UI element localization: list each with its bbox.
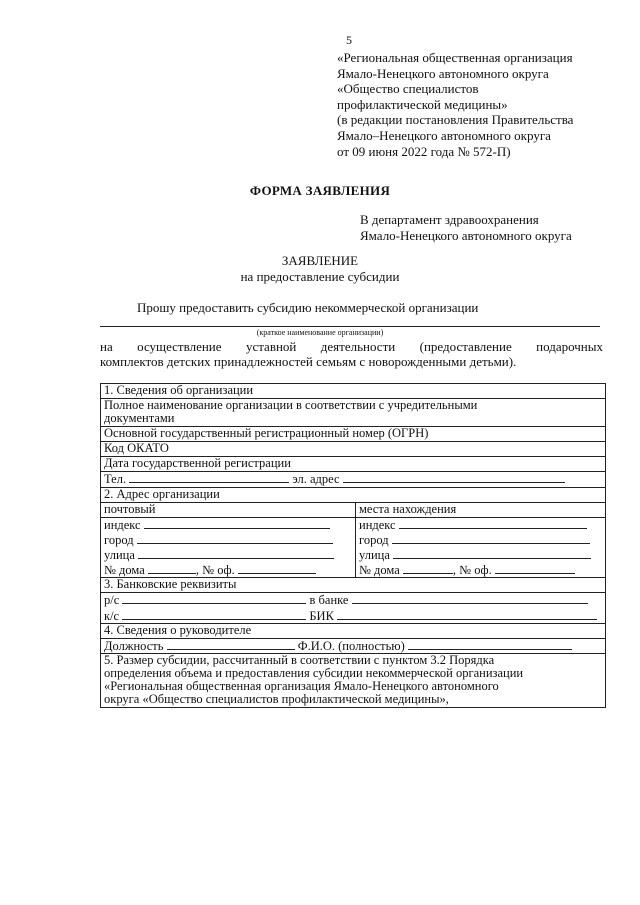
postal-address [101, 503, 355, 577]
location-street-input[interactable] [393, 548, 591, 559]
office-label: , № оф. [452, 563, 492, 577]
header-line: «Региональная общественная организация [337, 50, 573, 65]
postal-house-input[interactable] [148, 563, 196, 574]
account-label: р/с [104, 593, 120, 607]
row-full-name[interactable] [101, 399, 605, 427]
tel-label: Тел. [104, 472, 127, 486]
bik-label: БИК [309, 609, 334, 623]
document-header [337, 50, 627, 159]
field-label: Дата государственной регистрации [104, 456, 291, 470]
field-label: Код ОКАТО [104, 441, 169, 455]
row-ogrn[interactable] [101, 427, 605, 442]
postal-city-input[interactable] [137, 533, 333, 544]
addressee [360, 212, 572, 244]
city-label: город [359, 533, 389, 547]
index-label: индекс [104, 518, 141, 532]
row-account [101, 593, 605, 609]
section-title: 3. Банковские реквизиты [104, 577, 237, 591]
address-block [101, 503, 605, 578]
section-5 [101, 654, 605, 708]
office-label: , № оф. [195, 563, 235, 577]
tel-input[interactable] [129, 472, 289, 483]
account-input[interactable] [122, 593, 306, 604]
location-address [356, 503, 605, 577]
email-label: эл. адрес [292, 472, 340, 486]
purpose-line: на осуществление уставной деятельности (предоставление подарочных [100, 339, 603, 354]
section-5-line: 5. Размер субсидии, рассчитанный в соответствии с пунктом 3.2 Порядка [104, 653, 495, 667]
row-corr-account [101, 609, 605, 624]
header-line: от 09 июня 2022 года № 572-П) [337, 143, 511, 159]
position-input[interactable] [167, 639, 295, 650]
header-line: Ямало–Ненецкого автономного округа [337, 127, 551, 143]
location-city-input[interactable] [392, 533, 590, 544]
section-title: 2. Адрес организации [104, 487, 220, 501]
index-label: индекс [359, 518, 396, 532]
section-5-line: определения объема и предоставления субсидии некоммерческой организации [104, 666, 524, 680]
postal-street-input[interactable] [138, 548, 334, 559]
header-line: профилактической медицины» [337, 96, 508, 112]
position-label: Должность [104, 639, 164, 653]
section-2-title [101, 488, 605, 503]
house-label: № дома [359, 563, 400, 577]
house-label: № дома [104, 563, 145, 577]
fio-input[interactable] [408, 639, 572, 650]
purpose-line: комплектов детских принадлежностей семьям с новорожденными детьми). [100, 353, 517, 369]
section-title: 1. Сведения об организации [104, 383, 254, 397]
row-reg-date[interactable] [101, 457, 605, 472]
location-label: места нахождения [356, 503, 605, 518]
street-label: улица [359, 548, 390, 562]
bank-label: в банке [309, 593, 349, 607]
bank-input[interactable] [352, 593, 588, 604]
field-label: Полное наименование организации в соответствии с учредительными [104, 398, 478, 412]
section-1-title [101, 384, 605, 399]
email-input[interactable] [343, 472, 565, 483]
section-3-title [101, 578, 605, 593]
org-name-line[interactable] [100, 326, 600, 327]
section-5-line: «Региональная общественная организация Ямало-Ненецкого автономного [104, 679, 499, 693]
application-form-table [100, 383, 606, 708]
corr-account-label: к/с [104, 609, 120, 623]
postal-office-input[interactable] [238, 563, 316, 574]
purpose-text [100, 340, 603, 369]
application-heading [0, 253, 640, 285]
fio-label: Ф.И.О. (полностью) [297, 639, 405, 653]
field-label: документами [104, 411, 175, 425]
org-name-caption: (краткое наименование организации) [256, 328, 384, 337]
section-5-line: округа «Общество специалистов профилактической медицины», [104, 692, 449, 706]
field-label: Основной государственный регистрационный номер (ОГРН) [104, 426, 429, 440]
application-subtitle: на предоставление субсидии [240, 269, 400, 284]
city-label: город [104, 533, 134, 547]
postal-index-input[interactable] [144, 518, 330, 529]
street-label: улица [104, 548, 135, 562]
form-title: ФОРМА ЗАЯВЛЕНИЯ [249, 183, 391, 198]
corr-account-input[interactable] [122, 609, 306, 620]
section-4-title [101, 624, 605, 639]
header-line: (в редакции постановления Правительства [337, 112, 574, 128]
request-text: Прошу предоставить субсидию некоммерческой организации [137, 300, 479, 315]
header-line: «Общество специалистов [337, 81, 479, 97]
page-number: 5 [346, 33, 352, 47]
location-office-input[interactable] [495, 563, 575, 574]
location-index-input[interactable] [399, 518, 587, 529]
row-okato[interactable] [101, 442, 605, 457]
addressee-line: В департамент здравоохранения [360, 212, 539, 227]
location-house-input[interactable] [403, 563, 453, 574]
bik-input[interactable] [337, 609, 597, 620]
row-director [101, 639, 605, 654]
addressee-line: Ямало-Ненецкого автономного округа [360, 228, 572, 243]
row-contacts [101, 472, 605, 488]
application-title: ЗАЯВЛЕНИЕ [281, 253, 359, 268]
section-title: 4. Сведения о руководителе [104, 623, 252, 637]
header-line: Ямало-Ненецкого автономного округа [337, 65, 549, 81]
postal-label: почтовый [101, 503, 355, 518]
